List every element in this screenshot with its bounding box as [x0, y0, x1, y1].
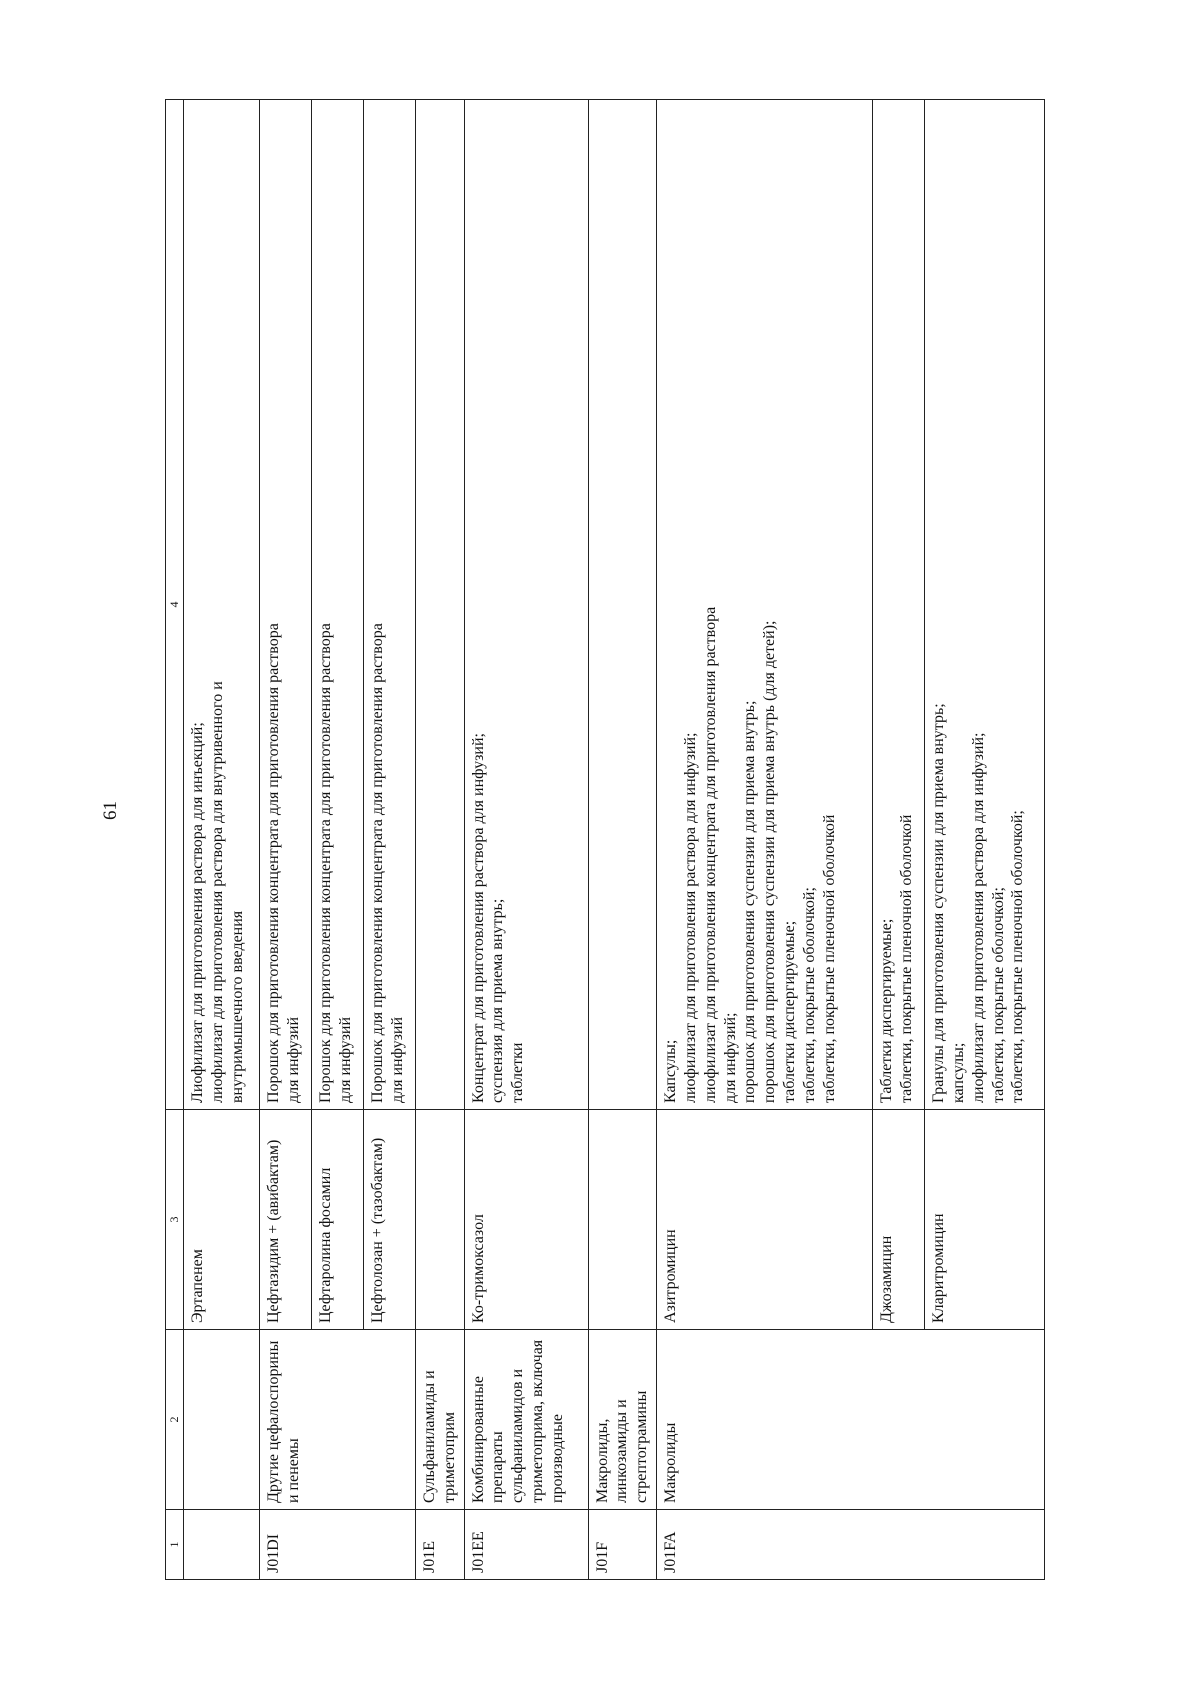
group-cell	[183, 1330, 259, 1510]
drug-name-cell: Цефтазидим + (авибактам)	[259, 1110, 311, 1330]
column-number-2: 2	[166, 1330, 184, 1510]
dosage-form-line: Капсулы;	[662, 1039, 680, 1103]
dosage-form-line: лиофилизат для приготовления раствора для инфузий;	[969, 732, 987, 1103]
dosage-form-line: Порошок для приготовления концентрата для приготовления раствора	[316, 623, 334, 1103]
drug-name-cell: Кларитромицин	[925, 1110, 1045, 1330]
atc-code-cell: J01EE	[464, 1510, 588, 1580]
drug-name-cell	[588, 1110, 656, 1330]
dosage-forms-cell	[925, 100, 1045, 1110]
dosage-forms-cell	[183, 100, 259, 1110]
drug-name-cell: Ко-тримоксазол	[464, 1110, 588, 1330]
table-row	[657, 100, 873, 1580]
group-cell: Другие цефалоспорины и пенемы	[259, 1330, 415, 1510]
dosage-form-line: Концентрат для приготовления раствора для инфузий;	[469, 733, 487, 1103]
table-row	[588, 100, 656, 1580]
drug-name-cell: Эртапенем	[183, 1110, 259, 1330]
dosage-form-line: таблетки	[509, 1042, 527, 1103]
atc-code-cell: J01E	[415, 1510, 464, 1580]
dosage-form-line: порошок для приготовления суспензии для приема внутрь;	[741, 700, 759, 1103]
dosage-form-line: для инфузий	[284, 1016, 302, 1103]
dosage-form-line: Порошок для приготовления концентрата для приготовления раствора	[264, 623, 282, 1103]
dosage-form-line: таблетки, покрытые пленочной оболочкой;	[1009, 810, 1027, 1103]
dosage-forms-cell	[259, 100, 311, 1110]
dosage-form-line: таблетки, покрытые пленочной оболочкой	[820, 814, 838, 1103]
dosage-forms-cell	[415, 100, 464, 1110]
dosage-form-line: порошок для приготовления суспензии для приема внутрь (для детей);	[761, 620, 779, 1103]
dosage-form-line: Порошок для приготовления концентрата для приготовления раствора	[368, 623, 386, 1103]
dosage-forms-cell	[657, 100, 873, 1110]
dosage-form-line: для инфузий	[336, 1016, 354, 1103]
group-cell: Макролиды	[657, 1330, 1045, 1510]
dosage-forms-cell	[363, 100, 415, 1110]
dosage-form-line: Гранулы для приготовления суспензии для приема внутрь;	[930, 703, 948, 1103]
drug-name-cell	[415, 1110, 464, 1330]
atc-code-cell	[183, 1510, 259, 1580]
table-row	[464, 100, 588, 1580]
column-number-1: 1	[166, 1510, 184, 1580]
dosage-form-line: таблетки диспергируемые;	[780, 920, 798, 1103]
dosage-form-line: таблетки, покрытые оболочкой;	[989, 887, 1007, 1103]
atc-code-cell: J01FA	[657, 1510, 1045, 1580]
dosage-form-line: Таблетки диспергируемые;	[878, 918, 896, 1103]
table-row	[259, 100, 311, 1580]
dosage-form-line: лиофилизат для приготовления концентрата для приготовления раствора	[701, 606, 719, 1103]
page-number: 61	[100, 801, 121, 820]
dosage-form-line: таблетки, покрытые пленочной оболочкой	[897, 814, 915, 1103]
group-cell: Сульфаниламиды и триметоприм	[415, 1330, 464, 1510]
atc-code-cell: J01F	[588, 1510, 656, 1580]
drug-name-cell: Джозамицин	[873, 1110, 925, 1330]
dosage-form-line: для инфузий	[388, 1016, 406, 1103]
dosage-form-line: Лиофилизат для приготовления раствора для инъекций;	[188, 722, 206, 1103]
dosage-form-line: капсулы;	[949, 1042, 967, 1103]
dosage-forms-cell	[588, 100, 656, 1110]
header-row	[166, 100, 184, 1580]
drug-name-cell: Азитромицин	[657, 1110, 873, 1330]
dosage-forms-cell	[464, 100, 588, 1110]
dosage-form-line: суспензия для приема внутрь;	[489, 898, 507, 1103]
column-number-3: 3	[166, 1110, 184, 1330]
medication-table	[165, 99, 1045, 1580]
column-number-4: 4	[166, 100, 184, 1110]
dosage-form-line: таблетки, покрытые оболочкой;	[800, 887, 818, 1103]
dosage-form-line: внутримышечного введения	[228, 910, 246, 1103]
group-cell: Комбинированные препараты сульфаниламидов и триметоприма, включая производные	[464, 1330, 588, 1510]
dosage-form-line: для инфузий;	[721, 1012, 739, 1103]
table-row	[415, 100, 464, 1580]
drug-name-cell: Цефтаролина фосамил	[311, 1110, 363, 1330]
rotated-table-wrapper	[165, 100, 1045, 1580]
table-row	[183, 100, 259, 1580]
group-cell: Макролиды, линкозамиды и стрептограмины	[588, 1330, 656, 1510]
drug-name-cell: Цефтолозан + (тазобактам)	[363, 1110, 415, 1330]
dosage-form-line: лиофилизат для приготовления раствора для внутривенного и	[208, 681, 226, 1103]
dosage-form-line: лиофилизат для приготовления раствора для инфузий;	[681, 732, 699, 1103]
dosage-forms-cell	[311, 100, 363, 1110]
dosage-forms-cell	[873, 100, 925, 1110]
atc-code-cell: J01DI	[259, 1510, 415, 1580]
